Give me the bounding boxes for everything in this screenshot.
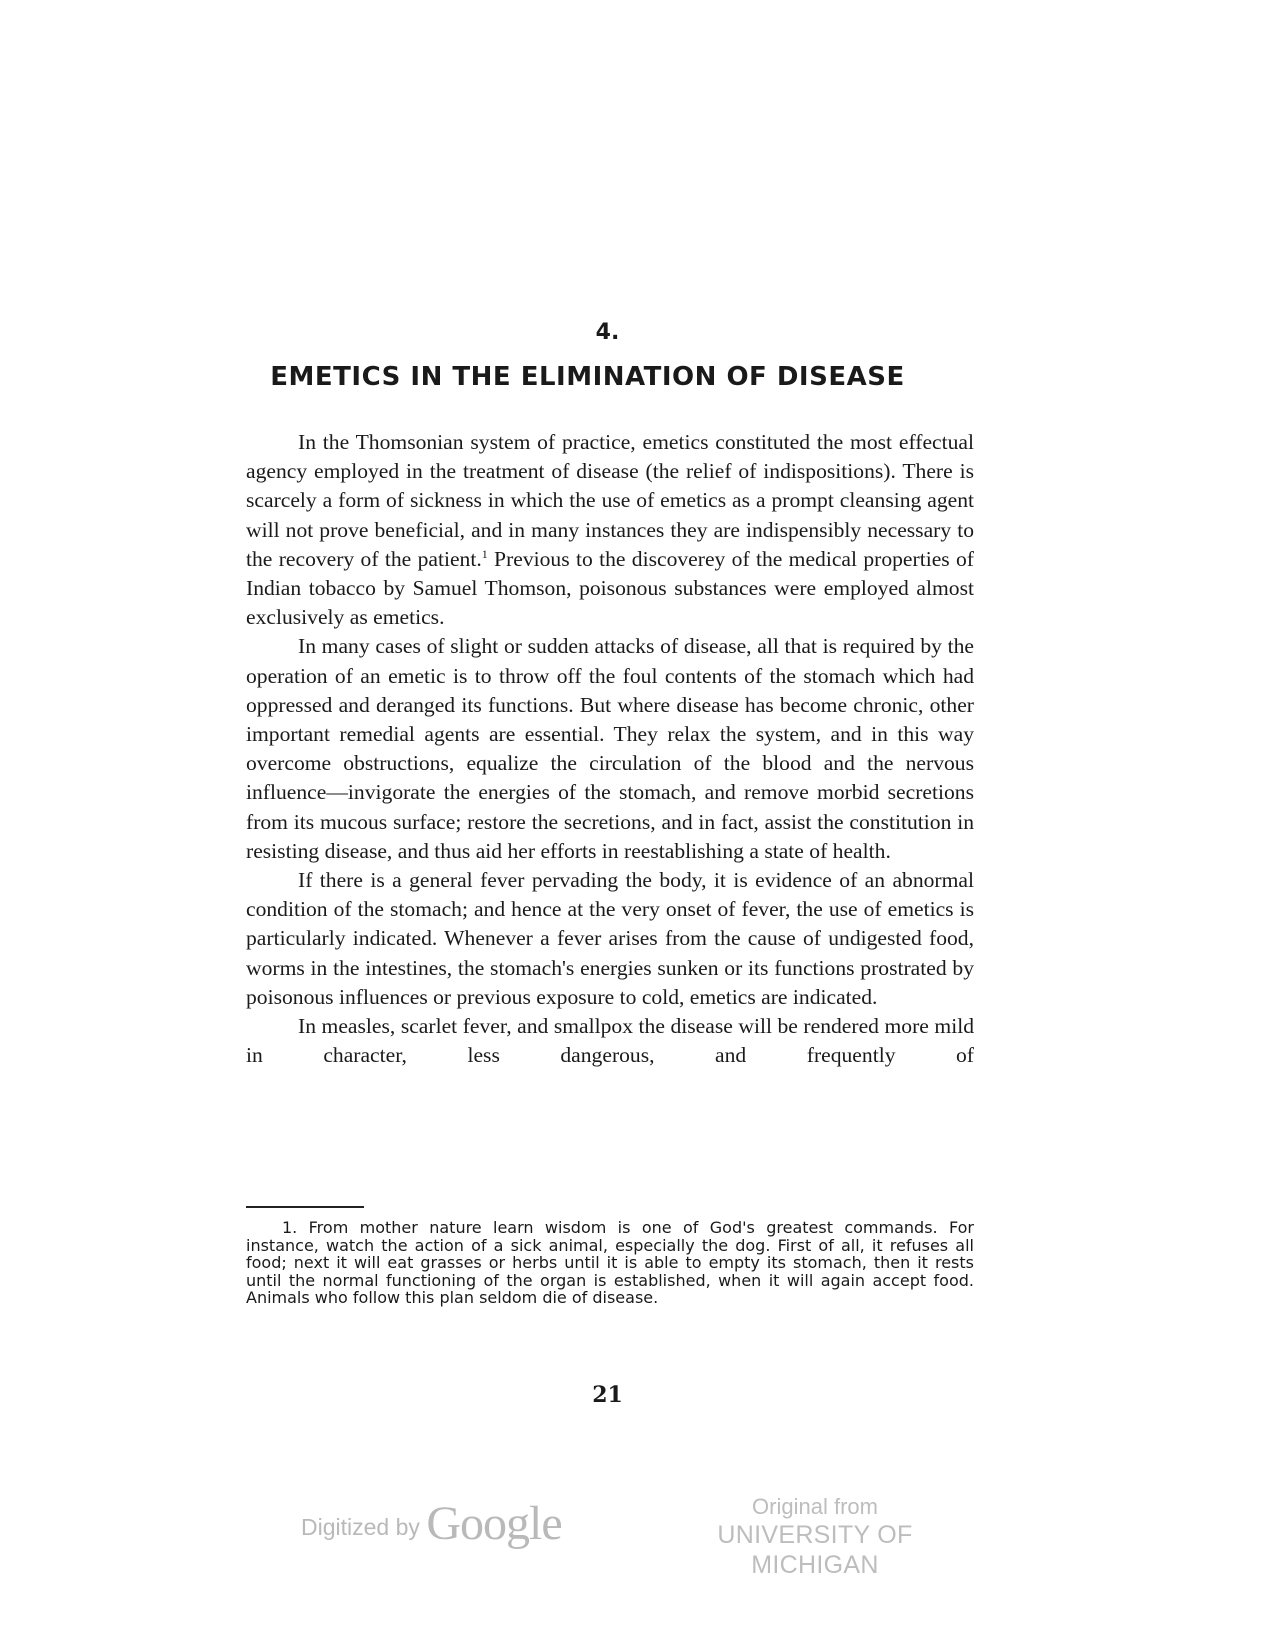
paragraph-3: If there is a general fever pervading the body, it is evidence of an abnormal condition of the stomach; and hence at the very onset of fever, the use of emetics is particularly indicated. Whenever a fever arises from the cause of undigested food, worms in the intestines, the stomach's energies sunken or its functions prostrated by poisonous influences or previous exposure to cold, emetics are indicated. <box>246 868 974 1009</box>
paragraph-1-continuation: Previous to the discoverey of the medical properties of Indian tobacco by Samuel Thomson, poisonous substances were employed almost exclusively as emetics. <box>246 546 974 630</box>
footnote: 1. From mother nature learn wisdom is one of God's greatest commands. For instance, watch the action of a sick animal, especially the dog. First of all, it refuses all food; next it will eat grasses or herbs until it is able to empty its stomach, then it rests until the normal functioning of the organ is established, when it will again accept food. Animals who follow this plan seldom die of disease. <box>246 1218 974 1308</box>
footnote-divider <box>246 1206 364 1208</box>
paragraph-4: In measles, scarlet fever, and smallpox the disease will be rendered more mild in character, less dangerous, and frequently of <box>246 1014 974 1068</box>
paragraph-1-text: In the Thomsonian system of practice, emetics constituted the most effectual agency employed in the treatment of disease (the relief of indispositions). There is scarcely a form of sickness in which the use of emetics as a prompt cleansing agent will not prove beneficial, and in many instances they are indispensibly necessary to the recovery of the patient. <box>246 430 974 571</box>
paragraph-1 <box>246 428 974 632</box>
google-logo: Google <box>426 1497 562 1550</box>
origin-watermark <box>665 1494 965 1580</box>
footnote-reference: 1 <box>481 546 488 561</box>
body-text <box>246 428 974 1070</box>
digitized-by-watermark <box>301 1496 562 1551</box>
page-number: 21 <box>592 1382 623 1408</box>
university-label: UNIVERSITY OF MICHIGAN <box>717 1521 913 1579</box>
chapter-title: EMETICS IN THE ELIMINATION OF DISEASE <box>270 362 905 392</box>
original-from-label: Original from <box>752 1494 878 1519</box>
paragraph-2: In many cases of slight or sudden attacks of disease, all that is required by the operation of an emetic is to throw off the foul contents of the stomach which had oppressed and deranged its functions. But where disease has become chronic, other important remedial agents are essential. They relax the system, and in this way overcome obstructions, equalize the circulation of the blood and the nervous influence—invigorate the energies of the stomach, and remove morbid secretions from its mucous surface; restore the secretions, and in fact, assist the constitution in resisting disease, and thus aid her efforts in reestablishing a state of health. <box>246 634 974 863</box>
chapter-number: 4. <box>595 320 620 345</box>
digitized-by-label: Digitized by <box>301 1514 420 1540</box>
